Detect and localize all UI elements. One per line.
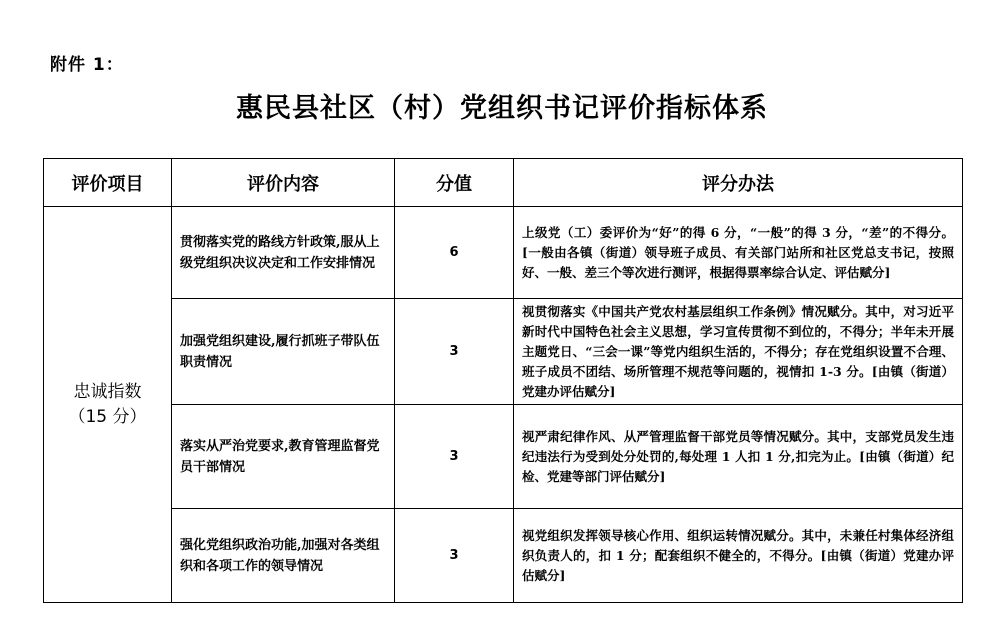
content-cell: 加强党组织建设,履行抓班子带队伍职责情况 (172, 299, 395, 405)
table-row (44, 405, 963, 509)
table-header-row (44, 159, 963, 207)
score-cell: 3 (395, 405, 514, 509)
table-row (44, 509, 963, 603)
method-cell: 视党组织发挥领导核心作用、组织运转情况赋分。其中，未兼任村集体经济组织负责人的，扣 1 分；配套组织不健全的，不得分。[由镇（街道）党建办评估赋分] (514, 509, 963, 603)
header-score: 分值 (395, 159, 514, 207)
category-name: 忠诚指数 (73, 381, 142, 402)
content-cell: 落实从严治党要求,教育管理监督党员干部情况 (172, 405, 395, 509)
header-item: 评价项目 (44, 159, 172, 207)
score-cell: 3 (395, 299, 514, 405)
header-content: 评价内容 (172, 159, 395, 207)
method-cell: 视贯彻落实《中国共产党农村基层组织工作条例》情况赋分。其中，对习近平新时代中国特色社会主义思想，学习宣传贯彻不到位的，不得分；半年未开展主题党日、“三会一课”等党内组织生活的，不得分；存在党组织设置不合理、班子成员不团结、场所管理不规范等问题的，视情扣 1-3 分。[由镇（街道）党建办评估赋分] (514, 299, 963, 405)
category-points: （15 分） (68, 406, 147, 427)
method-cell: 视严肃纪律作风、从严管理监督干部党员等情况赋分。其中，支部党员发生违纪违法行为受到处分处罚的,每处理 1 人扣 1 分,扣完为止。[由镇（街道）纪检、党建等部门评估赋分] (514, 405, 963, 509)
content-cell: 强化党组织政治功能,加强对各类组织和各项工作的领导情况 (172, 509, 395, 603)
evaluation-index-table (43, 158, 963, 603)
content-cell: 贯彻落实党的路线方针政策,服从上级党组织决议决定和工作安排情况 (172, 207, 395, 299)
header-method: 评分办法 (514, 159, 963, 207)
table-row (44, 207, 963, 299)
score-cell: 3 (395, 509, 514, 603)
attachment-label: 附件 1： (50, 55, 124, 75)
table-row (44, 299, 963, 405)
document-title: 惠民县社区（村）党组织书记评价指标体系 (236, 93, 768, 124)
category-cell (44, 207, 172, 603)
score-cell: 6 (395, 207, 514, 299)
method-cell: 上级党（工）委评价为“好”的得 6 分，“一般”的得 3 分，“差”的不得分。[一般由各镇（街道）领导班子成员、有关部门站所和社区党总支书记，按照好、一般、差三个等次进行测评，根据得票率综合认定、评估赋分] (514, 207, 963, 299)
